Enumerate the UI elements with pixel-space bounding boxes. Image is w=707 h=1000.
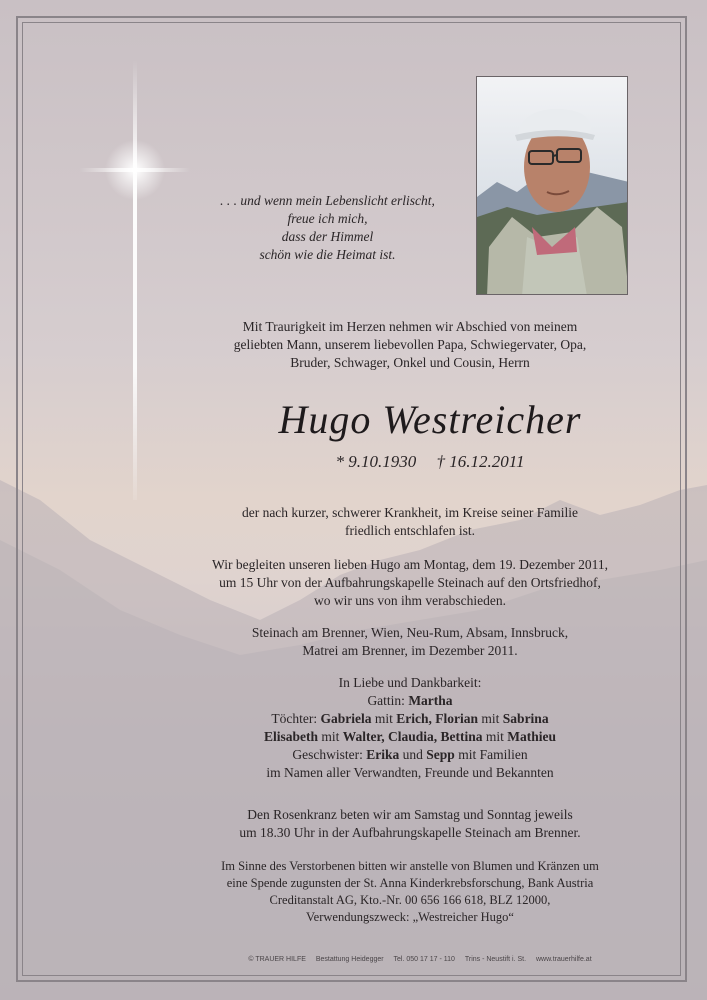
- death-date: † 16.12.2011: [436, 452, 525, 471]
- donation-line: Im Sinne des Verstorbenen bitten wir anstelle von Blumen und Kränzen um: [221, 859, 599, 873]
- donation-line: Creditanstalt AG, Kto.-Nr. 00 656 166 618, BLZ 12000,: [269, 893, 551, 907]
- intro-line: Mit Traurigkeit im Herzen nehmen wir Abschied von meinem: [242, 319, 578, 334]
- footer-brand: © TRAUER HILFE: [248, 956, 306, 963]
- poem-line: . . . und wenn mein Lebenslicht erlischt,: [220, 193, 435, 208]
- donation-line: eine Spende zugunsten der St. Anna Kinderkrebsforschung, Bank Austria: [226, 876, 594, 890]
- birth-date: * 9.10.1930: [335, 452, 417, 471]
- rosary-line: um 18.30 Uhr in der Aufbahrungskapelle Steinach am Brenner.: [239, 825, 581, 840]
- footer-phone: Tel. 050 17 17 - 110: [393, 956, 455, 963]
- mourner-wife: Gattin: Martha: [367, 693, 453, 708]
- place-line: Matrei am Brenner, im Dezember 2011.: [302, 643, 518, 658]
- poem-line: freue ich mich,: [287, 211, 368, 226]
- mourner-siblings: Geschwister: Erika und Sepp mit Familien: [292, 747, 528, 762]
- footer-address: Trins - Neustift i. St.: [464, 956, 527, 963]
- footer-website[interactable]: www.trauerhilfe.at: [536, 956, 592, 963]
- funeral-line: wo wir uns von ihm verabschieden.: [314, 593, 506, 608]
- inner-frame: [22, 22, 681, 976]
- mourner-others: im Namen aller Verwandten, Freunde und Bekannten: [266, 765, 554, 780]
- intro-line: geliebten Mann, unserem liebevollen Papa, Schwiegervater, Opa,: [233, 337, 587, 352]
- poem-line: schön wie die Heimat ist.: [259, 247, 396, 262]
- funeral-line: Wir begleiten unseren lieben Hugo am Montag, dem 19. Dezember 2011,: [212, 557, 608, 572]
- footer-company: Bestattung Heidegger: [315, 956, 384, 963]
- funeral-line: um 15 Uhr von der Aufbahrungskapelle Steinach auf den Ortsfriedhof,: [219, 575, 601, 590]
- passing-line: friedlich entschlafen ist.: [344, 523, 476, 538]
- deceased-name: Hugo Westreicher: [278, 397, 582, 442]
- poem-line: dass der Himmel: [281, 229, 374, 244]
- rosary-line: Den Rosenkranz beten wir am Samstag und Sonntag jeweils: [247, 807, 573, 822]
- passing-line: der nach kurzer, schwerer Krankheit, im Kreise seiner Familie: [241, 505, 579, 520]
- intro-line: Bruder, Schwager, Onkel und Cousin, Herrn: [290, 355, 530, 370]
- place-line: Steinach am Brenner, Wien, Neu-Rum, Absam, Innsbruck,: [251, 625, 569, 640]
- mourner-daughter-1: Töchter: Gabriela mit Erich, Florian mit Sabrina: [271, 711, 549, 726]
- mourners-heading: In Liebe und Dankbarkeit:: [338, 675, 482, 690]
- mourner-daughter-2: Elisabeth mit Walter, Claudia, Bettina mit Mathieu: [263, 729, 557, 744]
- donation-line: Verwendungszweck: „Westreicher Hugo“: [306, 910, 514, 924]
